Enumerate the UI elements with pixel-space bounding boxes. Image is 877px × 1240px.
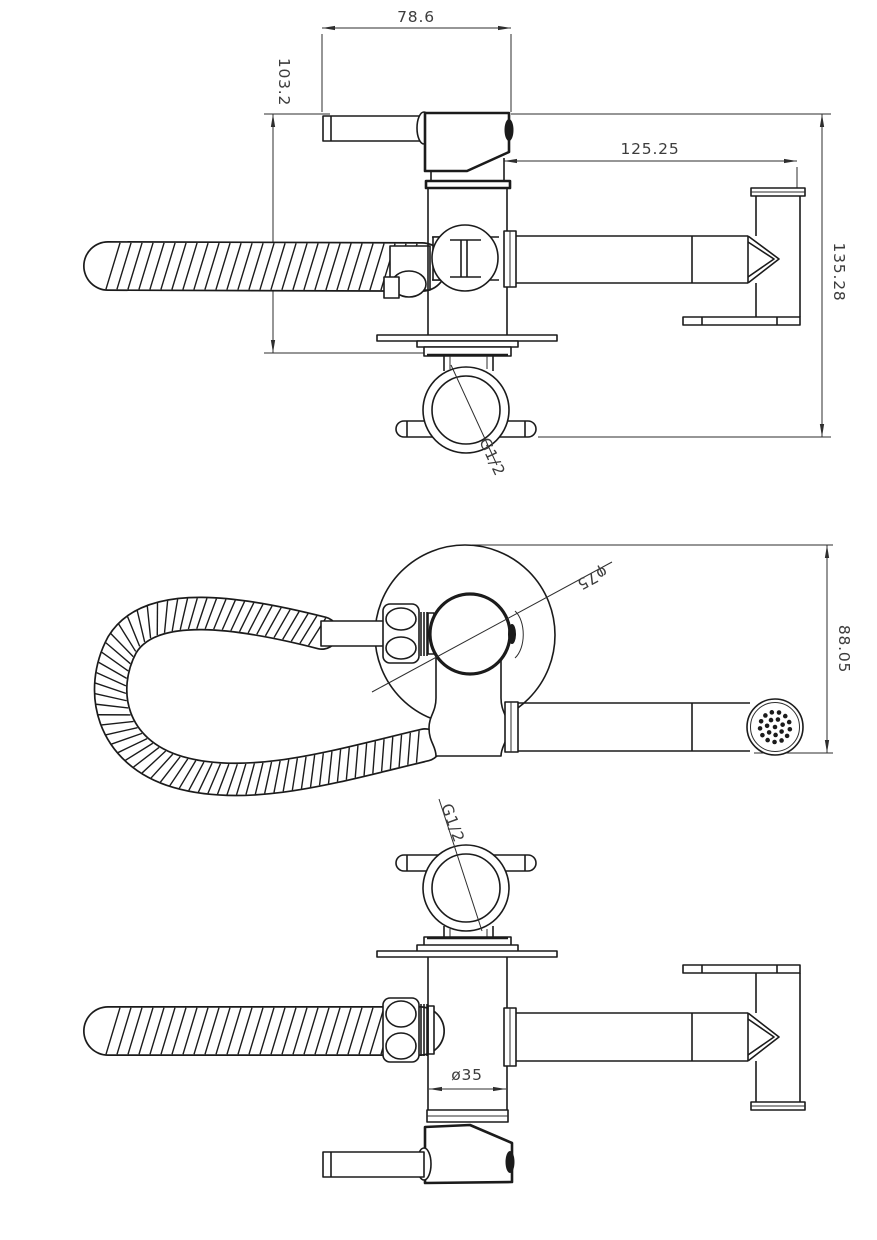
spray-hole: [763, 713, 768, 718]
lever-pivot: [505, 119, 514, 141]
nozzle-tip-inner: [748, 242, 774, 277]
thread-label-front: G1/2: [475, 435, 509, 480]
hose-nut-facet: [386, 608, 416, 630]
flange-diameter-label: φ75: [573, 562, 611, 594]
spray-hole: [785, 734, 790, 739]
flange-ring: [417, 341, 518, 347]
inlet-fitting-outer: [423, 845, 509, 931]
nozzle-tip-inner: [748, 1019, 774, 1055]
lever-pivot: [506, 1151, 515, 1173]
spray-hole: [776, 717, 781, 722]
spray-hole: [783, 714, 788, 719]
hose-render: [106, 1008, 420, 1055]
union-circle: [432, 225, 498, 291]
hose-nut-facet: [386, 637, 416, 659]
spray-hole: [779, 729, 784, 734]
holder-base: [683, 965, 800, 973]
hose-nut-corner: [384, 277, 399, 298]
spray-hole: [773, 725, 778, 730]
mixer-lever: [323, 116, 424, 141]
spray-hole: [777, 710, 782, 715]
dim-height-partial-label: 103.2: [275, 57, 293, 107]
spray-hole: [758, 726, 763, 731]
dim-width-label: 78.6: [397, 8, 435, 26]
hose-connector-tube: [321, 621, 385, 646]
front-view: [106, 8, 848, 479]
hose-nut-facet: [386, 1033, 416, 1059]
spray-hole: [780, 722, 785, 727]
dim-overall-height-label: 135.28: [830, 242, 848, 302]
holder-base: [683, 317, 800, 325]
inlet-fitting-outer: [423, 367, 509, 453]
spray-hole: [765, 723, 770, 728]
mixer-lever: [323, 1152, 424, 1177]
spray-hole: [767, 730, 772, 735]
hose-render: [106, 243, 422, 291]
spray-hole: [759, 719, 764, 724]
spray-hole: [769, 718, 774, 723]
spray-hole: [779, 738, 784, 743]
valve-head: [425, 113, 509, 171]
spray-hole: [765, 738, 770, 743]
pivot-pin: [508, 624, 516, 644]
spray-hole: [773, 733, 778, 738]
spray-hole: [772, 740, 777, 745]
spray-hole: [787, 720, 792, 725]
wall-plate: [377, 951, 557, 957]
washer: [428, 1006, 434, 1054]
thread-label-back: G1/2: [437, 801, 468, 846]
spray-hole: [770, 710, 775, 715]
dim-length-label: 125.25: [620, 140, 680, 158]
plan-view: [95, 545, 853, 795]
body-diameter-label: ø35: [451, 1066, 483, 1084]
valve-top-circle: [430, 594, 510, 674]
spray-hole: [760, 733, 765, 738]
dim-depth-label: 88.05: [835, 624, 853, 674]
valve-head: [425, 1125, 512, 1183]
flexible-hose: [108, 266, 422, 267]
hose-nut-facet: [386, 1001, 416, 1027]
wall-plate: [377, 335, 557, 341]
spray-hole: [788, 727, 793, 732]
back-view: [106, 799, 805, 1183]
valve-collar: [426, 181, 510, 188]
